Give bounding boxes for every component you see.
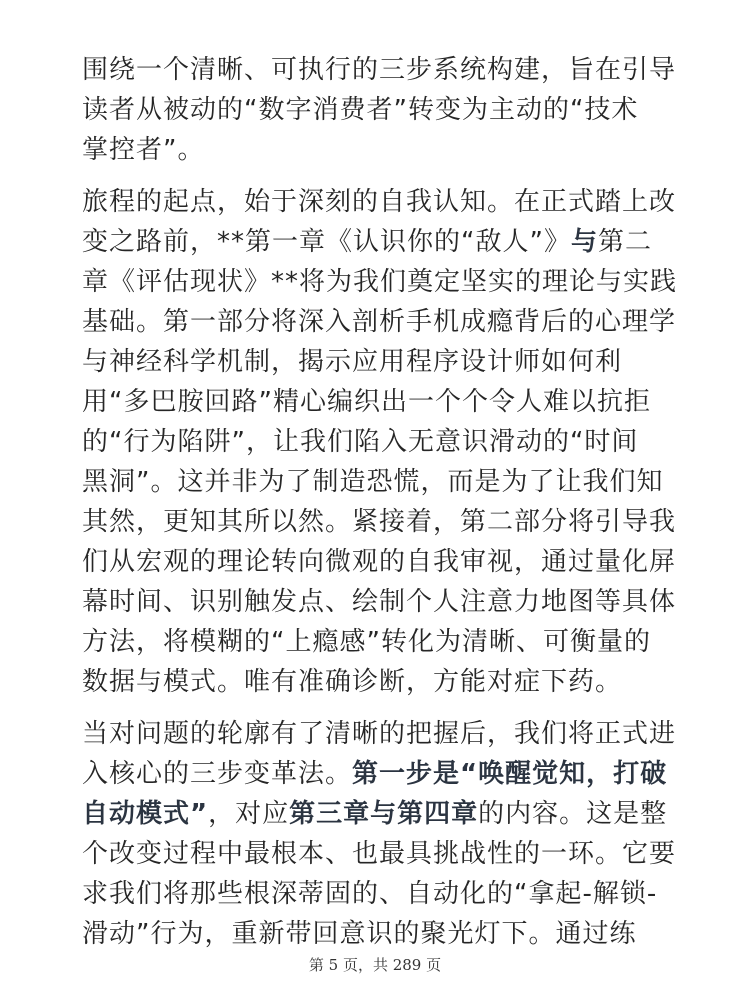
text-segment: 个改变过程中最根本、也最具挑战性的一环。它要 <box>82 839 677 869</box>
text-segment: 读者从被动的“数字消费者”转变为主动的“技术 <box>82 95 639 125</box>
text-line <box>82 914 682 954</box>
text-line <box>82 462 682 502</box>
text-segment: 变之路前，**第一章《认识你的“敌人”》 <box>82 227 571 257</box>
document-body <box>82 50 682 966</box>
bold-text: 与 <box>570 227 598 257</box>
text-line <box>82 542 682 582</box>
page-footer: 第 5 页，共 289 页 <box>308 956 442 974</box>
text-line <box>82 342 682 382</box>
text-line <box>82 502 682 542</box>
text-segment: 们从宏观的理论转向微观的自我审视，通过量化屏 <box>82 547 677 577</box>
text-line <box>82 382 682 422</box>
bold-text: 第三章与第四章 <box>289 799 479 829</box>
text-line <box>82 182 682 222</box>
text-line <box>82 874 682 914</box>
text-line <box>82 50 682 90</box>
text-segment: 当对问题的轮廓有了清晰的把握后，我们将正式进 <box>82 719 677 749</box>
text-segment: 入核心的三步变革法。 <box>82 759 353 789</box>
paragraph <box>82 182 682 702</box>
text-line <box>82 714 682 754</box>
text-line <box>82 622 682 662</box>
text-line <box>82 754 682 794</box>
text-segment: 黑洞”。这并非为了制造恐慌，而是为了让我们知 <box>82 467 664 497</box>
text-segment: 与神经科学机制，揭示应用程序设计师如何利 <box>82 347 623 377</box>
text-line <box>82 794 682 834</box>
text-segment: 围绕一个清晰、可执行的三步系统构建，旨在引导 <box>82 55 677 85</box>
text-line <box>82 422 682 462</box>
text-line <box>82 262 682 302</box>
text-segment: 方法，将模糊的“上瘾感”转化为清晰、可衡量的 <box>82 627 651 657</box>
text-segment: 求我们将那些根深蒂固的、自动化的“拿起-解锁- <box>82 879 658 909</box>
text-segment: 第二 <box>597 227 652 257</box>
text-line <box>82 662 682 702</box>
paragraph <box>82 50 682 170</box>
text-segment: ，对应 <box>208 799 290 829</box>
text-line <box>82 302 682 342</box>
text-segment: 的内容。这是整 <box>478 799 668 829</box>
paragraph <box>82 714 682 954</box>
text-segment: 掌控者”。 <box>82 135 205 165</box>
text-line <box>82 582 682 622</box>
text-segment: 基础。第一部分将深入剖析手机成瘾背后的心理学 <box>82 307 677 337</box>
text-segment: 其然，更知其所以然。紧接着，第二部分将引导我 <box>82 507 677 537</box>
text-segment: 滑动”行为，重新带回意识的聚光灯下。通过练 <box>82 919 637 949</box>
text-segment: 用“多巴胺回路”精心编织出一个个令人难以抗拒 <box>82 387 651 417</box>
bold-text: 第一步是“唤醒觉知，打破 <box>352 759 668 789</box>
text-segment: 章《评估现状》**将为我们奠定坚实的理论与实践 <box>82 267 678 297</box>
text-segment: 旅程的起点，始于深刻的自我认知。在正式踏上改 <box>82 187 677 217</box>
text-segment: 的“行为陷阱”，让我们陷入无意识滑动的“时间 <box>82 427 639 457</box>
text-segment: 幕时间、识别触发点、绘制个人注意力地图等具体 <box>82 587 677 617</box>
text-line <box>82 130 682 170</box>
text-line <box>82 222 682 262</box>
bold-text: 自动模式” <box>82 799 209 829</box>
text-segment: 数据与模式。唯有准确诊断，方能对症下药。 <box>82 667 623 697</box>
text-line <box>82 834 682 874</box>
text-line <box>82 90 682 130</box>
